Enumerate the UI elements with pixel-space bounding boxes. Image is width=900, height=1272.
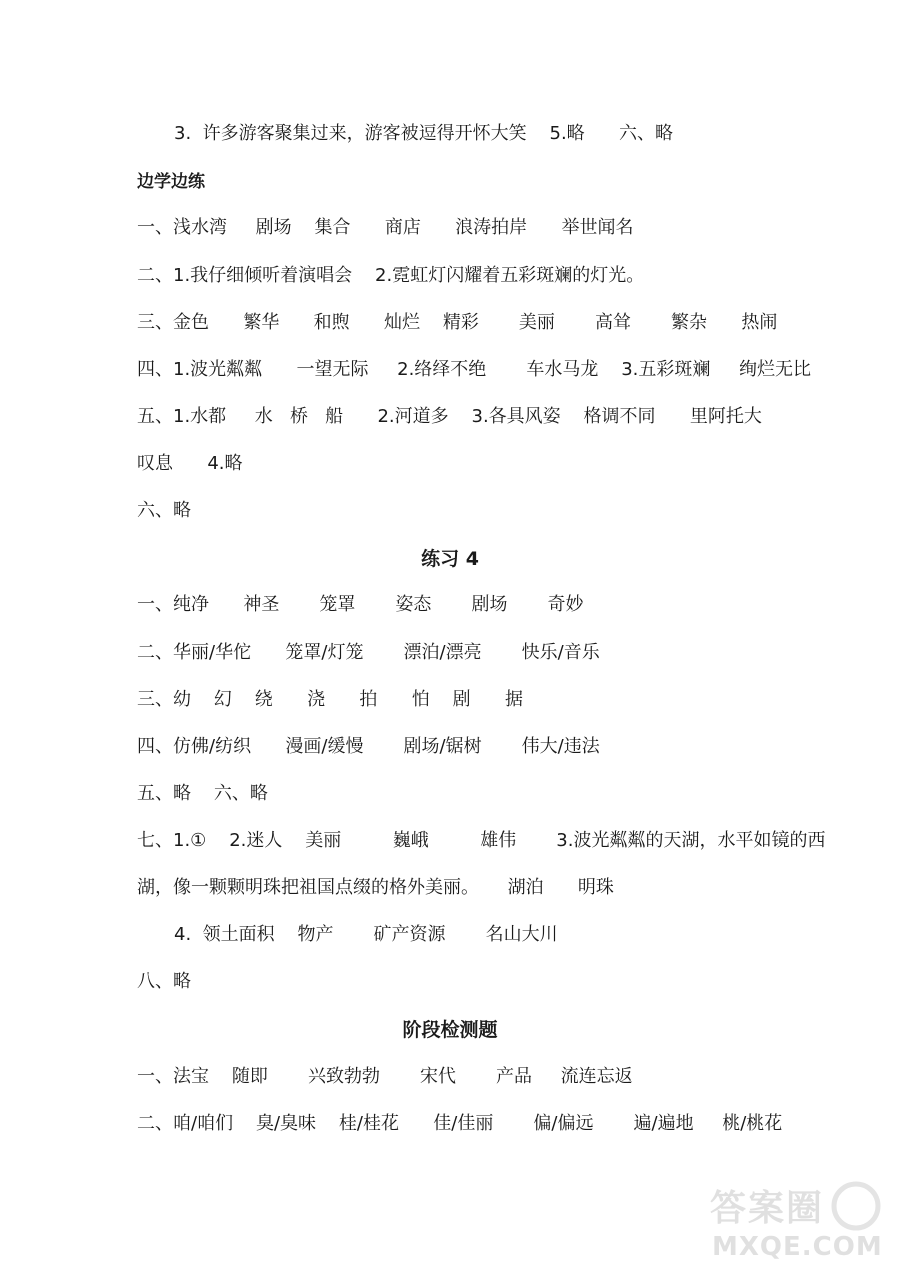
- section-heading: 阶段检测题: [402, 1019, 498, 1041]
- answer-line: 七、1.① 2.迷人 美丽 巍峨 雄伟 3.波光粼粼的天湖，水平如镜的西: [137, 830, 826, 851]
- answer-line: 四、1.波光粼粼 一望无际 2.络绎不绝 车水马龙 3.五彩斑斓 绚烂无比: [137, 359, 812, 380]
- answer-line: 一、法宝 随即 兴致勃勃 宋代 产品 流连忘返: [137, 1066, 633, 1087]
- answer-line: 三、金色 繁华 和煦 灿烂 精彩 美丽 高耸 繁杂 热闹: [137, 312, 778, 333]
- answer-line: 八、略: [137, 971, 191, 992]
- answer-line: 一、浅水湾 剧场 集合 商店 浪涛拍岸 举世闻名: [137, 217, 634, 238]
- answer-line: 四、仿佛/纺织 漫画/缓慢 剧场/锯树 伟大/违法: [137, 736, 600, 757]
- answer-line: 三、幼 幻 绕 浇 拍 怕 剧 据: [137, 689, 523, 710]
- section-subheading: 边学边练: [137, 172, 205, 192]
- answer-line: 叹息 4.略: [137, 453, 243, 474]
- watermark-bottom-text: MXQE.COM: [712, 1232, 883, 1262]
- section-heading: 练习 4: [421, 548, 479, 570]
- watermark-logo: [706, 1180, 886, 1266]
- answer-line: 4. 领土面积 物产 矿产资源 名山大川: [174, 924, 558, 945]
- answer-line: 二、1.我仔细倾听着演唱会 2.霓虹灯闪耀着五彩斑斓的灯光。: [137, 265, 645, 286]
- watermark-top-text: 答案圈: [710, 1188, 825, 1229]
- answer-line: 二、华丽/华佗 笼罩/灯笼 漂泊/漂亮 快乐/音乐: [137, 642, 600, 663]
- answer-line: 二、咱/咱们 臭/臭味 桂/桂花 佳/佳丽 偏/偏远 遍/遍地 桃/桃花: [137, 1113, 783, 1134]
- answer-line: 五、略 六、略: [137, 783, 268, 804]
- answer-line: 3. 许多游客聚集过来，游客被逗得开怀大笑 5.略 六、略: [174, 123, 674, 144]
- answer-line: 湖，像一颗颗明珠把祖国点缀的格外美丽。 湖泊 明珠: [137, 877, 614, 898]
- answer-line: 一、纯净 神圣 笼罩 姿态 剧场 奇妙: [137, 594, 584, 615]
- answer-line: 六、略: [137, 500, 191, 521]
- answer-line: 五、1.水都 水 桥 船 2.河道多 3.各具风姿 格调不同 里阿托大: [137, 406, 762, 427]
